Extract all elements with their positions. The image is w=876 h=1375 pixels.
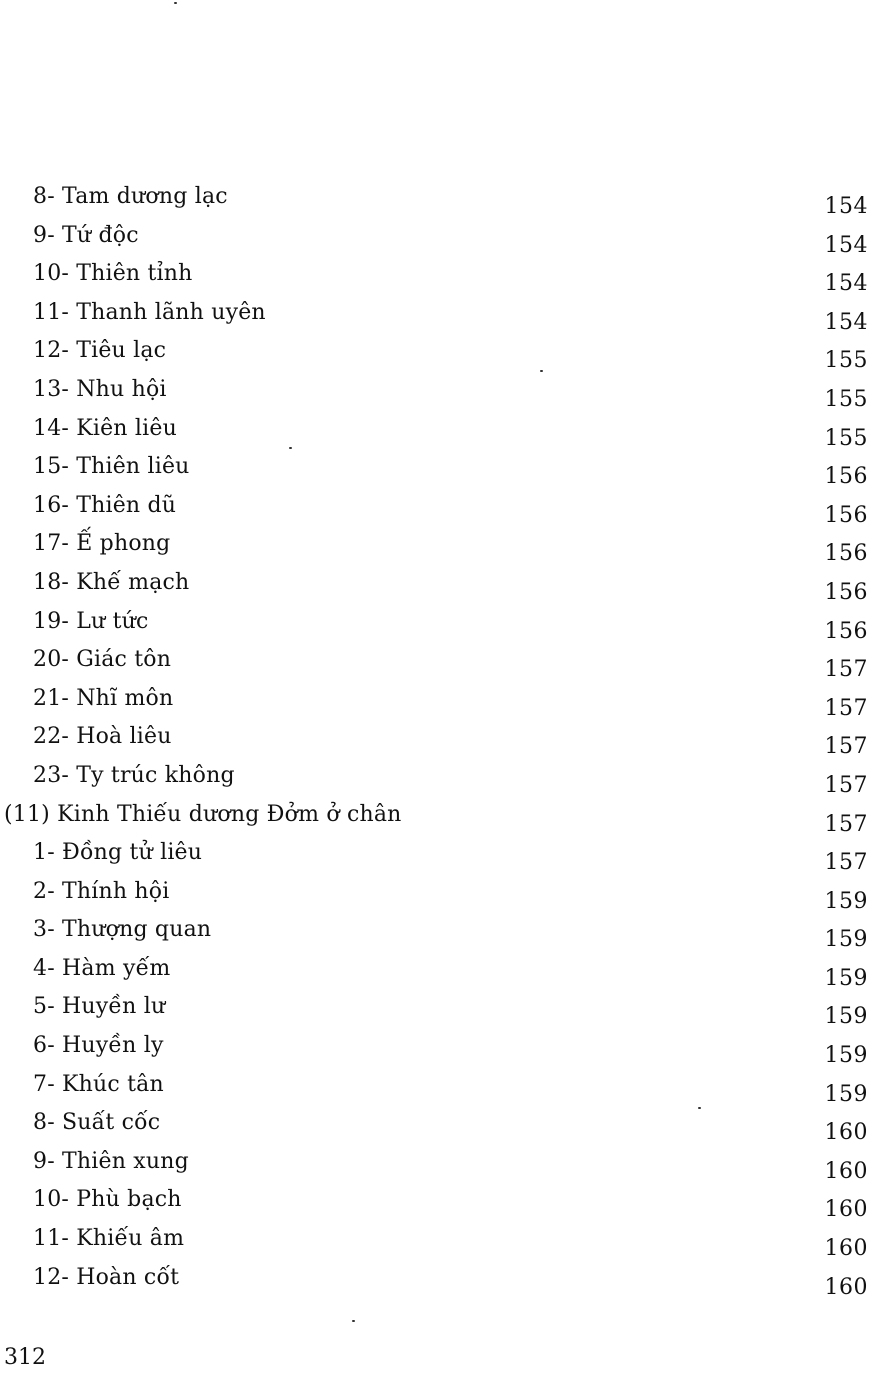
toc-entry-page: 154	[824, 232, 868, 258]
toc-entry-label: 4- Hàm yếm	[33, 955, 171, 981]
toc-entry-page: 156	[824, 541, 868, 567]
toc-entry	[0, 525, 876, 567]
toc-entry	[0, 1104, 876, 1146]
toc-entry-label: 16- Thiên dũ	[33, 492, 177, 518]
toc-entry-label: 9- Tứ độc	[33, 222, 139, 248]
toc-entry-page: 154	[824, 309, 868, 335]
toc-entry-label: 2- Thính hội	[33, 878, 170, 904]
toc-entry-label: 10- Thiên tỉnh	[33, 261, 193, 287]
toc-entry-label: 13- Nhu hội	[33, 376, 167, 402]
toc-entry-label: 8- Suất cốc	[33, 1110, 161, 1136]
toc-entry-page: 154	[824, 271, 868, 297]
toc-entry-label: 5- Huyền lư	[33, 994, 166, 1020]
toc-entry	[0, 603, 876, 642]
toc-entry	[0, 1027, 876, 1069]
toc-entry	[0, 217, 876, 256]
toc-entry	[0, 718, 876, 760]
toc-entry-label: 23- Ty trúc không	[33, 762, 235, 788]
toc-entry-label: 15- Thiên liêu	[33, 454, 190, 480]
toc-entry	[0, 371, 876, 410]
toc-entry-label: 1- Đồng tử liêu	[33, 840, 203, 866]
toc-entry	[0, 950, 876, 989]
toc-entry-page: 155	[824, 425, 868, 451]
toc-entry-page: 160	[824, 1197, 868, 1223]
toc-entry	[0, 1066, 876, 1105]
toc-entry-page: 160	[824, 1236, 868, 1262]
toc-entry	[0, 255, 876, 297]
toc-entry-label: 18- Khế mạch	[33, 569, 190, 595]
toc-entry-label: 14- Kiên liêu	[33, 415, 177, 441]
toc-entry	[0, 332, 876, 374]
toc-entry-label: 8- Tam dương lạc	[33, 184, 228, 209]
toc-section-heading	[0, 796, 876, 835]
toc-entry	[0, 911, 876, 953]
toc-entry-label: 7- Khúc tân	[33, 1071, 164, 1097]
toc-entry-label: 11- Khiếu âm	[33, 1226, 185, 1252]
toc-entry-page: 157	[824, 850, 868, 876]
toc-entry-page: 159	[824, 965, 868, 991]
toc-entry	[0, 1220, 876, 1262]
toc-entry-label: 12- Tiêu lạc	[33, 338, 167, 364]
scan-speck	[352, 1320, 355, 1322]
toc-entry	[0, 680, 876, 719]
toc-entry-label: 19- Lư tức	[33, 608, 149, 634]
toc-entry	[0, 1259, 876, 1298]
toc-entry-page: 155	[824, 348, 868, 374]
scan-speck	[289, 447, 292, 449]
toc-entry	[0, 1181, 876, 1223]
toc-entry	[0, 487, 876, 526]
toc-entry-label: 11- Thanh lãnh uyên	[33, 299, 266, 325]
toc-entry-page: 156	[824, 502, 868, 528]
toc-entry-page: 159	[824, 1043, 868, 1069]
toc-entry-label: 22- Hoà liêu	[33, 724, 172, 750]
toc-entry	[0, 564, 876, 603]
scan-speck	[540, 370, 543, 372]
toc-entry-label: 17- Ế phong	[33, 531, 171, 557]
toc-entry-label: 10- Phù bạch	[33, 1187, 182, 1213]
toc-entry-label: 12- Hoàn cốt	[33, 1264, 180, 1290]
toc-entry-page: 157	[824, 695, 868, 721]
toc-entry-page: 156	[824, 618, 868, 644]
toc-entry-label: 20- Giác tôn	[33, 647, 172, 673]
toc-entry	[0, 410, 876, 449]
toc-entry-page: 159	[824, 1004, 868, 1030]
toc-entry-page: 159	[824, 1081, 868, 1107]
toc-entry-page: 157	[824, 734, 868, 760]
page-number: 312	[4, 1345, 46, 1370]
toc-entry-page: 157	[824, 657, 868, 683]
toc-entry-label: 6- Huyền ly	[33, 1033, 164, 1059]
toc-entry-page: 160	[824, 1274, 868, 1300]
toc-section-label: (11) Kinh Thiếu dương Đởm ở chân	[4, 801, 402, 827]
toc-entry	[0, 757, 876, 796]
toc-entry-page: 155	[824, 386, 868, 412]
toc-entry-page: 154	[824, 194, 868, 219]
toc-entry-page: 159	[824, 927, 868, 953]
toc-entry-page: 156	[824, 464, 868, 490]
toc-entry-page: 160	[824, 1120, 868, 1146]
scan-speck	[698, 1107, 701, 1109]
toc-entry-page: 160	[824, 1158, 868, 1184]
table-of-contents	[0, 178, 876, 1300]
toc-entry-label: 9- Thiên xung	[33, 1148, 189, 1174]
toc-entry-page: 157	[824, 772, 868, 798]
toc-entry-label: 3- Thượng quan	[33, 917, 212, 943]
toc-entry	[0, 988, 876, 1030]
toc-entry-label: 21- Nhĩ môn	[33, 685, 174, 711]
toc-entry	[0, 1143, 876, 1182]
toc-entry	[0, 178, 876, 217]
toc-entry-page: 156	[824, 579, 868, 605]
toc-entry-page: 157	[824, 811, 868, 837]
toc-entry	[0, 294, 876, 333]
toc-entry	[0, 641, 876, 683]
toc-entry	[0, 873, 876, 912]
scan-speck	[174, 2, 177, 4]
toc-entry	[0, 448, 876, 490]
toc-entry	[0, 834, 876, 876]
toc-entry-page: 159	[824, 888, 868, 914]
